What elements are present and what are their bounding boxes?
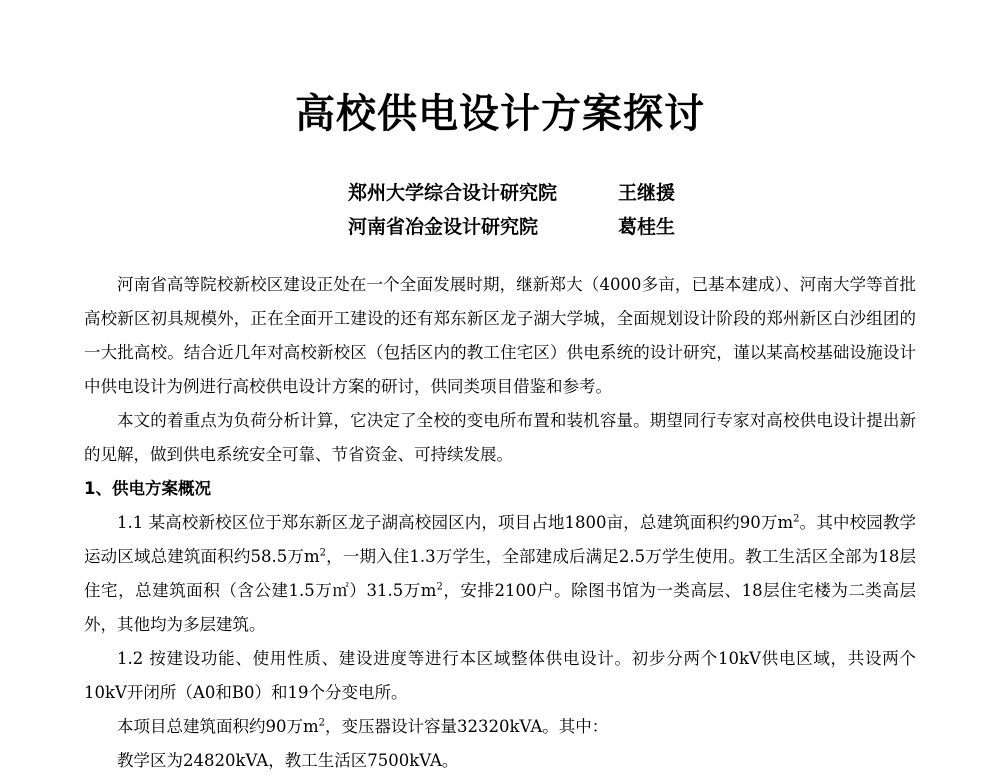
author-name: 王继援: [618, 182, 676, 204]
author-affiliation: 河南省冶金设计研究院: [348, 216, 539, 238]
text-segment: 。其中校园教学运动区域总建筑面积约58.5万m: [84, 513, 917, 566]
intro-paragraph-2: 本文的着重点为负荷分析计算，它决定了全校的变电所布置和装机容量。期望同行专家对高校供电设计提出新的见解，做到供电系统安全可靠、节省资金、可持续发展。: [84, 411, 916, 464]
author-block: [348, 176, 675, 244]
author-row: [348, 176, 675, 210]
page-title: 高校供电设计方案探讨: [295, 91, 705, 137]
author-affiliation: 郑州大学综合设计研究院: [348, 182, 558, 204]
paragraph-1-2: 1.2 按建设功能、使用性质、建设进度等进行本区域整体供电设计。初步分两个10kV供电区域，共设两个10kV开闭所（A0和B0）和19个分变电所。: [84, 649, 916, 702]
capacity-breakdown-line: 教学区为24820kVA，教工生活区7500kVA。: [117, 751, 459, 770]
text-segment: 本项目总建筑面积约90万m: [117, 717, 319, 736]
body-text: [84, 268, 916, 778]
author-name: 葛桂生: [618, 216, 676, 238]
superscript: 2: [793, 513, 800, 525]
text-segment: ，一期入住1.3万学生，全部建成后满足2.5万学生使用。教工生活区全部为18层住宅，总建筑面积（含公建1.5万㎡）31.5万m: [84, 547, 916, 600]
author-row: [348, 210, 675, 244]
superscript: 2: [318, 717, 326, 729]
superscript: 2: [319, 547, 327, 559]
text-segment: ，安排2100户。除图书馆为一类高层、18层住宅楼为二类高层外，其他均为多层建筑。: [84, 581, 916, 634]
capacity-line: [84, 710, 916, 744]
text-segment: ，变压器设计容量32320kVA。其中：: [325, 717, 609, 736]
paragraph-1-1: [84, 506, 916, 642]
intro-paragraph-1: 河南省高等院校新校区建设正处在一个全面发展时期，继新郑大（4000多亩，已基本建成）、河南大学等首批高校新区初具规模外，正在全面开工建设的还有郑东新区龙子湖大学城，全面规划设计阶段的郑州新区白沙组团的一大批高校。结合近几年对高校新校区（包括区内的教工住宅区）供电系统的设计研究，谨以某高校基础设施设计中供电设计为例进行高校供电设计方案的研讨，供同类项目借鉴和参考。: [84, 275, 916, 396]
superscript: 2: [436, 581, 443, 593]
text-segment: 1.1 某高校新校区位于郑东新区龙子湖高校园区内，项目占地1800亩，总建筑面积约90万m: [117, 513, 794, 532]
section-heading: 1、供电方案概况: [84, 479, 211, 498]
